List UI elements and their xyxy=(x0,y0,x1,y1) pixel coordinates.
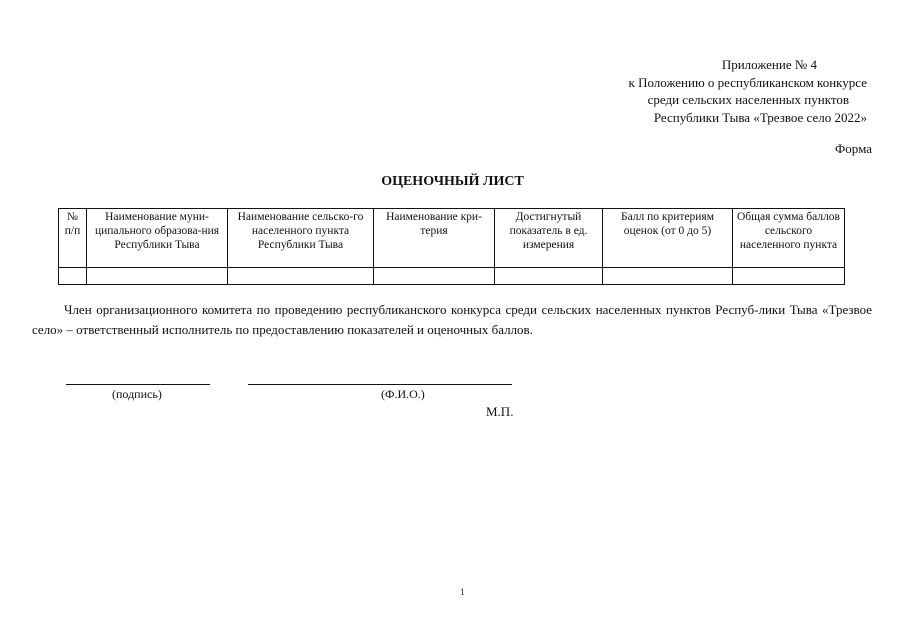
table-cell xyxy=(87,268,228,285)
full-name-label: (Ф.И.О.) xyxy=(381,387,425,401)
column-header: № п/п xyxy=(59,209,87,268)
column-header: Достигнутый показатель в ед. измерения xyxy=(495,209,603,268)
column-header: Наименование сельско-го населенного пункта Республики Тыва xyxy=(228,209,374,268)
table-cell xyxy=(228,268,374,285)
appendix-header xyxy=(547,56,867,126)
table-cell xyxy=(374,268,495,285)
appendix-line: среди сельских населенных пунктов xyxy=(647,92,849,107)
full-name-line xyxy=(248,384,512,385)
appendix-line: к Положению о республиканском конкурсе xyxy=(628,74,867,90)
signature-label: (подпись) xyxy=(112,387,162,401)
appendix-line: Приложение № 4 xyxy=(721,57,817,72)
table-cell xyxy=(59,268,87,285)
page-number: 1 xyxy=(460,587,465,597)
appendix-line: Республики Тыва «Трезвое село 2022» xyxy=(653,109,867,125)
column-header: Общая сумма баллов сельского населенного пункта xyxy=(733,209,845,268)
column-header: Балл по критериям оценок (от 0 до 5) xyxy=(603,209,733,268)
evaluation-table xyxy=(58,208,845,285)
column-header: Наименование кри-терия xyxy=(374,209,495,268)
table-cell xyxy=(603,268,733,285)
table-cell xyxy=(733,268,845,285)
table-row xyxy=(59,268,845,285)
table-cell xyxy=(495,268,603,285)
stamp-label: М.П. xyxy=(486,404,514,419)
column-header: Наименование муни-ципального образова-ния Республики Тыва xyxy=(87,209,228,268)
table-header-row xyxy=(59,209,845,268)
document-title-text: ОЦЕНОЧНЫЙ ЛИСТ xyxy=(381,174,524,189)
form-label: Форма xyxy=(835,141,872,156)
document-title xyxy=(0,174,905,190)
committee-member-paragraph: Член организационного комитета по проведению республиканского конкурса среди сельских населенных пунктов Респуб-лики Тыва «Трезвое село» – ответственный исполнитель по предоставлению показателей и оценочных баллов. xyxy=(32,302,872,337)
signature-line xyxy=(66,384,210,385)
